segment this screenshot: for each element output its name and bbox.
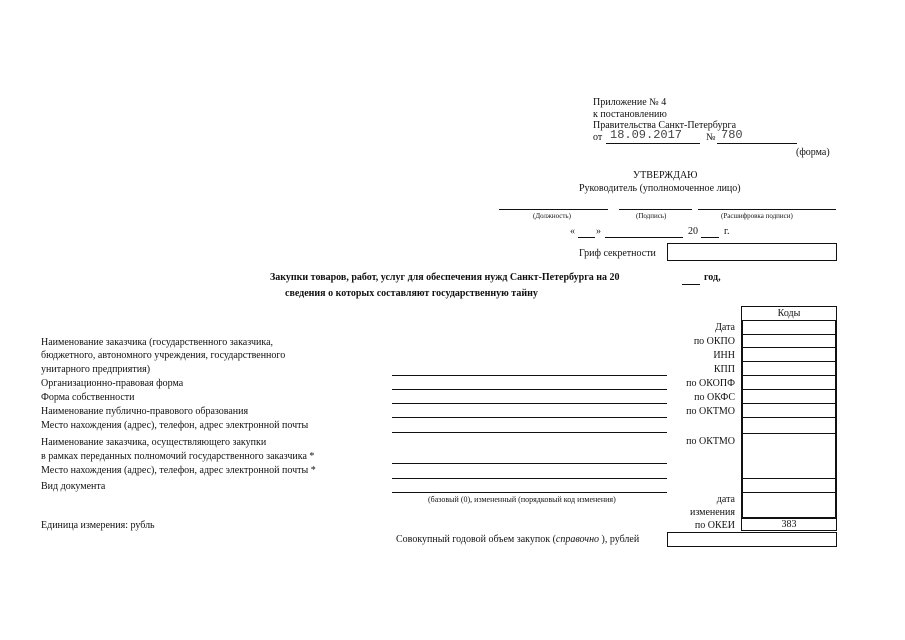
customer-label-3: унитарного предприятия) xyxy=(41,364,151,375)
codes-row-sep xyxy=(741,478,837,479)
code-label-okopf: по ОКОПФ xyxy=(686,378,735,389)
doc-type-label: Вид документа xyxy=(41,481,106,492)
title-line2: сведения о которых составляют государственную тайну xyxy=(285,288,538,299)
code-label-okei: по ОКЕИ xyxy=(694,520,735,531)
date-underline xyxy=(606,143,700,144)
codes-row-sep xyxy=(741,433,837,434)
code-label-okfs: по ОКФС xyxy=(694,392,735,403)
secrecy-field xyxy=(667,243,837,261)
secrecy-label: Гриф секретности xyxy=(579,248,656,259)
code-label-okpo: по ОКПО xyxy=(693,336,735,347)
okei-cell xyxy=(741,518,837,531)
codes-row-sep xyxy=(741,389,837,390)
position-caption: (Должность) xyxy=(533,212,571,220)
code-label-change-date-2: изменения xyxy=(689,507,735,518)
okei-value: 383 xyxy=(781,519,797,530)
customer-label-1: Наименование заказчика (государственного заказчика, xyxy=(41,337,274,348)
day-line xyxy=(578,237,595,238)
unit-label: Единица измерения: рубль xyxy=(41,520,155,531)
government-label: Правительства Санкт-Петербурга xyxy=(593,120,737,131)
codes-row-sep xyxy=(741,347,837,348)
code-label-change-date-1: дата xyxy=(716,494,735,505)
year-line xyxy=(701,237,719,238)
signature-line xyxy=(619,209,692,210)
customer-label-2: бюджетного, автономного учреждения, государственного xyxy=(41,350,286,361)
decode-line xyxy=(698,209,836,210)
code-label-inn: ИНН xyxy=(713,350,735,361)
code-label-oktmo-2: по ОКТМО xyxy=(686,436,735,447)
location-line xyxy=(392,432,667,433)
doc-type-line xyxy=(392,492,667,493)
year-prefix: 20 xyxy=(688,226,698,237)
resolution-date: 18.09.2017 xyxy=(610,128,683,142)
codes-header: Коды xyxy=(777,308,801,319)
total-volume-pre: Совокупный годовой объем закупок ( xyxy=(396,534,556,545)
public-entity-line xyxy=(392,417,667,418)
code-label-kpp: КПП xyxy=(713,364,735,375)
head-label: Руководитель (уполномоченное лицо) xyxy=(579,183,741,194)
legal-form-line xyxy=(392,389,667,390)
purchaser-label-1: Наименование заказчика, осуществляющего закупки xyxy=(41,437,267,448)
resolution-number: 780 xyxy=(721,128,743,142)
codes-row-sep xyxy=(741,403,837,404)
code-label-oktmo: по ОКТМО xyxy=(686,406,735,417)
total-volume-field xyxy=(667,532,837,547)
decode-caption: (Расшифровка подписи) xyxy=(721,212,793,220)
customer-field-line xyxy=(392,375,667,376)
title-year-line xyxy=(682,284,700,285)
total-volume-label xyxy=(396,534,639,545)
signature-caption: (Подпись) xyxy=(636,212,667,220)
quote-close: » xyxy=(596,226,601,237)
date-prefix: от xyxy=(593,132,603,143)
quote-open: « xyxy=(570,226,575,237)
purchaser-label-2: в рамках переданных полномочий государственного заказчика * xyxy=(41,451,315,462)
total-volume-italic: справочно xyxy=(555,534,600,545)
ownership-label: Форма собственности xyxy=(41,392,135,403)
codes-row-sep xyxy=(741,361,837,362)
doc-type-hint: (базовый (0), измененный (порядковый код изменения) xyxy=(428,495,616,504)
codes-row-sep xyxy=(741,492,837,493)
approve-heading: УТВЕРЖДАЮ xyxy=(633,170,698,181)
year-suffix: г. xyxy=(724,226,730,237)
public-entity-label: Наименование публично-правового образования xyxy=(41,406,249,417)
total-volume-post: ), рублей xyxy=(599,534,640,545)
purchaser-location-label: Место нахождения (адрес), телефон, адрес электронной почты * xyxy=(41,465,316,476)
purchaser-line xyxy=(392,463,667,464)
legal-form-label: Организационно-правовая форма xyxy=(41,378,184,389)
appendix-label: Приложение № 4 xyxy=(593,97,667,108)
location-label: Место нахождения (адрес), телефон, адрес электронной почты xyxy=(41,420,309,431)
resolution-label: к постановлению xyxy=(593,109,667,120)
codes-column xyxy=(741,320,837,519)
codes-row-sep xyxy=(741,375,837,376)
code-label-date: Дата xyxy=(715,322,735,333)
purchaser-location-line xyxy=(392,478,667,479)
codes-row-sep xyxy=(741,334,837,335)
ownership-line xyxy=(392,403,667,404)
codes-header-cell xyxy=(741,306,837,321)
form-label: (форма) xyxy=(796,147,830,158)
title-line1: Закупки товаров, работ, услуг для обеспечения нужд Санкт-Петербурга на 20 xyxy=(270,272,620,283)
codes-row-sep xyxy=(741,417,837,418)
number-prefix: № xyxy=(706,132,716,143)
number-underline xyxy=(717,143,797,144)
title-line1-suffix: год, xyxy=(704,272,721,283)
month-line xyxy=(605,237,683,238)
position-line xyxy=(499,209,608,210)
